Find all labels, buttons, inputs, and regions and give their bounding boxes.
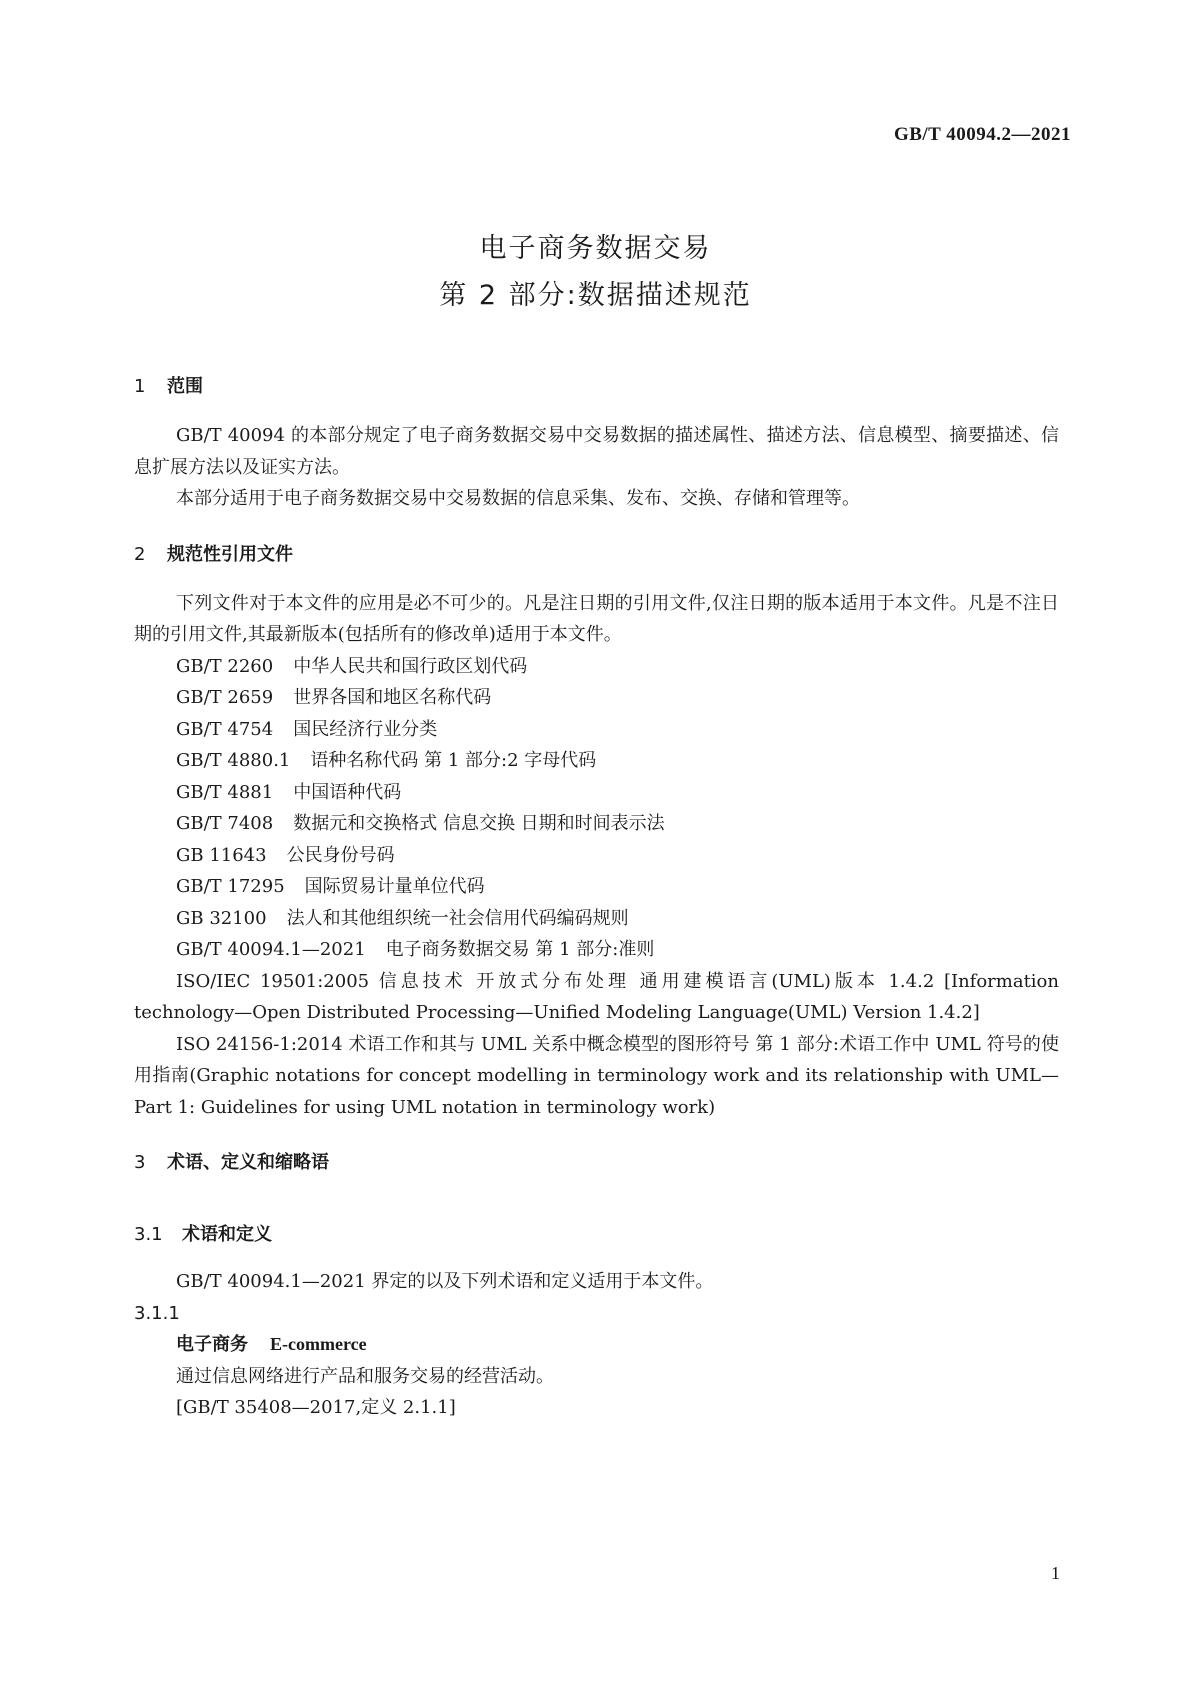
reference-code: GB/T 4754 — [176, 718, 274, 740]
section-title: 规范性引用文件 — [167, 543, 293, 565]
reference-code: GB 11643 — [176, 844, 267, 866]
reference-item — [134, 871, 1059, 903]
term-entry — [134, 1329, 1059, 1361]
reference-item — [134, 651, 1059, 683]
section-3-heading — [134, 1151, 1059, 1175]
term-definition: 通过信息网络进行产品和服务交易的经营活动。 — [176, 1365, 554, 1387]
reference-code: GB/T 4881 — [176, 781, 274, 803]
reference-title: 语种名称代码 第 1 部分:2 字母代码 — [310, 750, 597, 771]
reference-item — [134, 840, 1059, 872]
section-title: 范围 — [167, 376, 203, 397]
section-1-heading — [134, 375, 1059, 399]
term-source: [GB/T 35408—2017,定义 2.1.1] — [176, 1397, 456, 1418]
document-code: GB/T 40094.2—2021 — [893, 124, 1071, 145]
title-line-2: 第 2 部分:数据描述规范 — [439, 280, 752, 311]
reference-title: 法人和其他组织统一社会信用代码编码规则 — [286, 907, 629, 929]
reference-code: GB/T 7408 — [176, 813, 274, 834]
reference-code: GB/T 2659 — [176, 687, 274, 708]
reference-title: 中华人民共和国行政区划代码 — [293, 655, 528, 677]
reference-code: GB/T 40094.1—2021 — [176, 939, 366, 960]
reference-title: 中国语种代码 — [293, 781, 402, 803]
section-number: 1 — [134, 376, 146, 397]
reference-item — [134, 777, 1059, 809]
reference-item — [134, 934, 1059, 966]
reference-code: GB/T 2260 — [176, 655, 274, 677]
reference-item-iso-24156: ISO 24156-1:2014 术语工作和其与 UML 关系中概念模型的图形符号 第 1 部分:术语工作中 UML 符号的使用指南(Graphic notations for concept modelling in terminology work and its relationship with UML—Part 1: Guidelines for using UML notation in terminology work) — [134, 1033, 1059, 1118]
title-line-1: 电子商务数据交易 — [479, 233, 712, 264]
subsection-3-1-heading — [134, 1223, 1059, 1247]
reference-code: GB/T 17295 — [176, 876, 285, 897]
section-number: 3 — [134, 1152, 146, 1173]
reference-title: 公民身份号码 — [286, 844, 395, 866]
reference-code: GB 32100 — [176, 907, 267, 929]
reference-title: 国民经济行业分类 — [293, 718, 438, 740]
page-number: 1 — [1051, 1563, 1060, 1583]
paragraph: 本部分适用于电子商务数据交易中交易数据的信息采集、发布、交换、存储和管理等。 — [176, 488, 860, 509]
reference-item — [134, 714, 1059, 746]
document-title — [0, 225, 1191, 319]
subsection-number: 3.1 — [134, 1224, 163, 1245]
subsection-title: 术语和定义 — [182, 1224, 272, 1245]
reference-item — [134, 808, 1059, 840]
term-english: E-commerce — [270, 1334, 367, 1354]
reference-title: 电子商务数据交易 第 1 部分:准则 — [385, 939, 655, 960]
reference-item — [134, 745, 1059, 777]
reference-code: GB/T 4880.1 — [176, 750, 291, 771]
reference-item — [134, 903, 1059, 935]
paragraph: 下列文件对于本文件的应用是必不可少的。凡是注日期的引用文件,仅注日期的版本适用于本文件。凡是不注日期的引用文件,其最新版本(包括所有的修改单)适用于本文件。 — [134, 592, 1059, 645]
reference-title: 世界各国和地区名称代码 — [293, 687, 492, 708]
reference-item — [134, 682, 1059, 714]
paragraph: GB/T 40094 的本部分规定了电子商务数据交易中交易数据的描述属性、描述方法、信息模型、摘要描述、信息扩展方法以及证实方法。 — [134, 425, 1059, 478]
clause-number: 3.1.1 — [134, 1302, 180, 1324]
section-title: 术语、定义和缩略语 — [167, 1152, 329, 1173]
paragraph: GB/T 40094.1—2021 界定的以及下列术语和定义适用于本文件。 — [176, 1271, 714, 1292]
section-number: 2 — [134, 543, 146, 565]
reference-title: 数据元和交换格式 信息交换 日期和时间表示法 — [293, 813, 665, 834]
document-body — [134, 375, 1059, 1424]
reference-title: 国际贸易计量单位代码 — [304, 876, 485, 897]
term-chinese: 电子商务 — [176, 1334, 248, 1355]
reference-item-iso-19501: ISO/IEC 19501:2005 信息技术 开放式分布处理 通用建模语言(UML)版本 1.4.2 [Information technology—Open Distributed Processing—Unified Modeling Language(UML) Version 1.4.2] — [134, 970, 1059, 1023]
section-2-heading — [134, 543, 1059, 567]
